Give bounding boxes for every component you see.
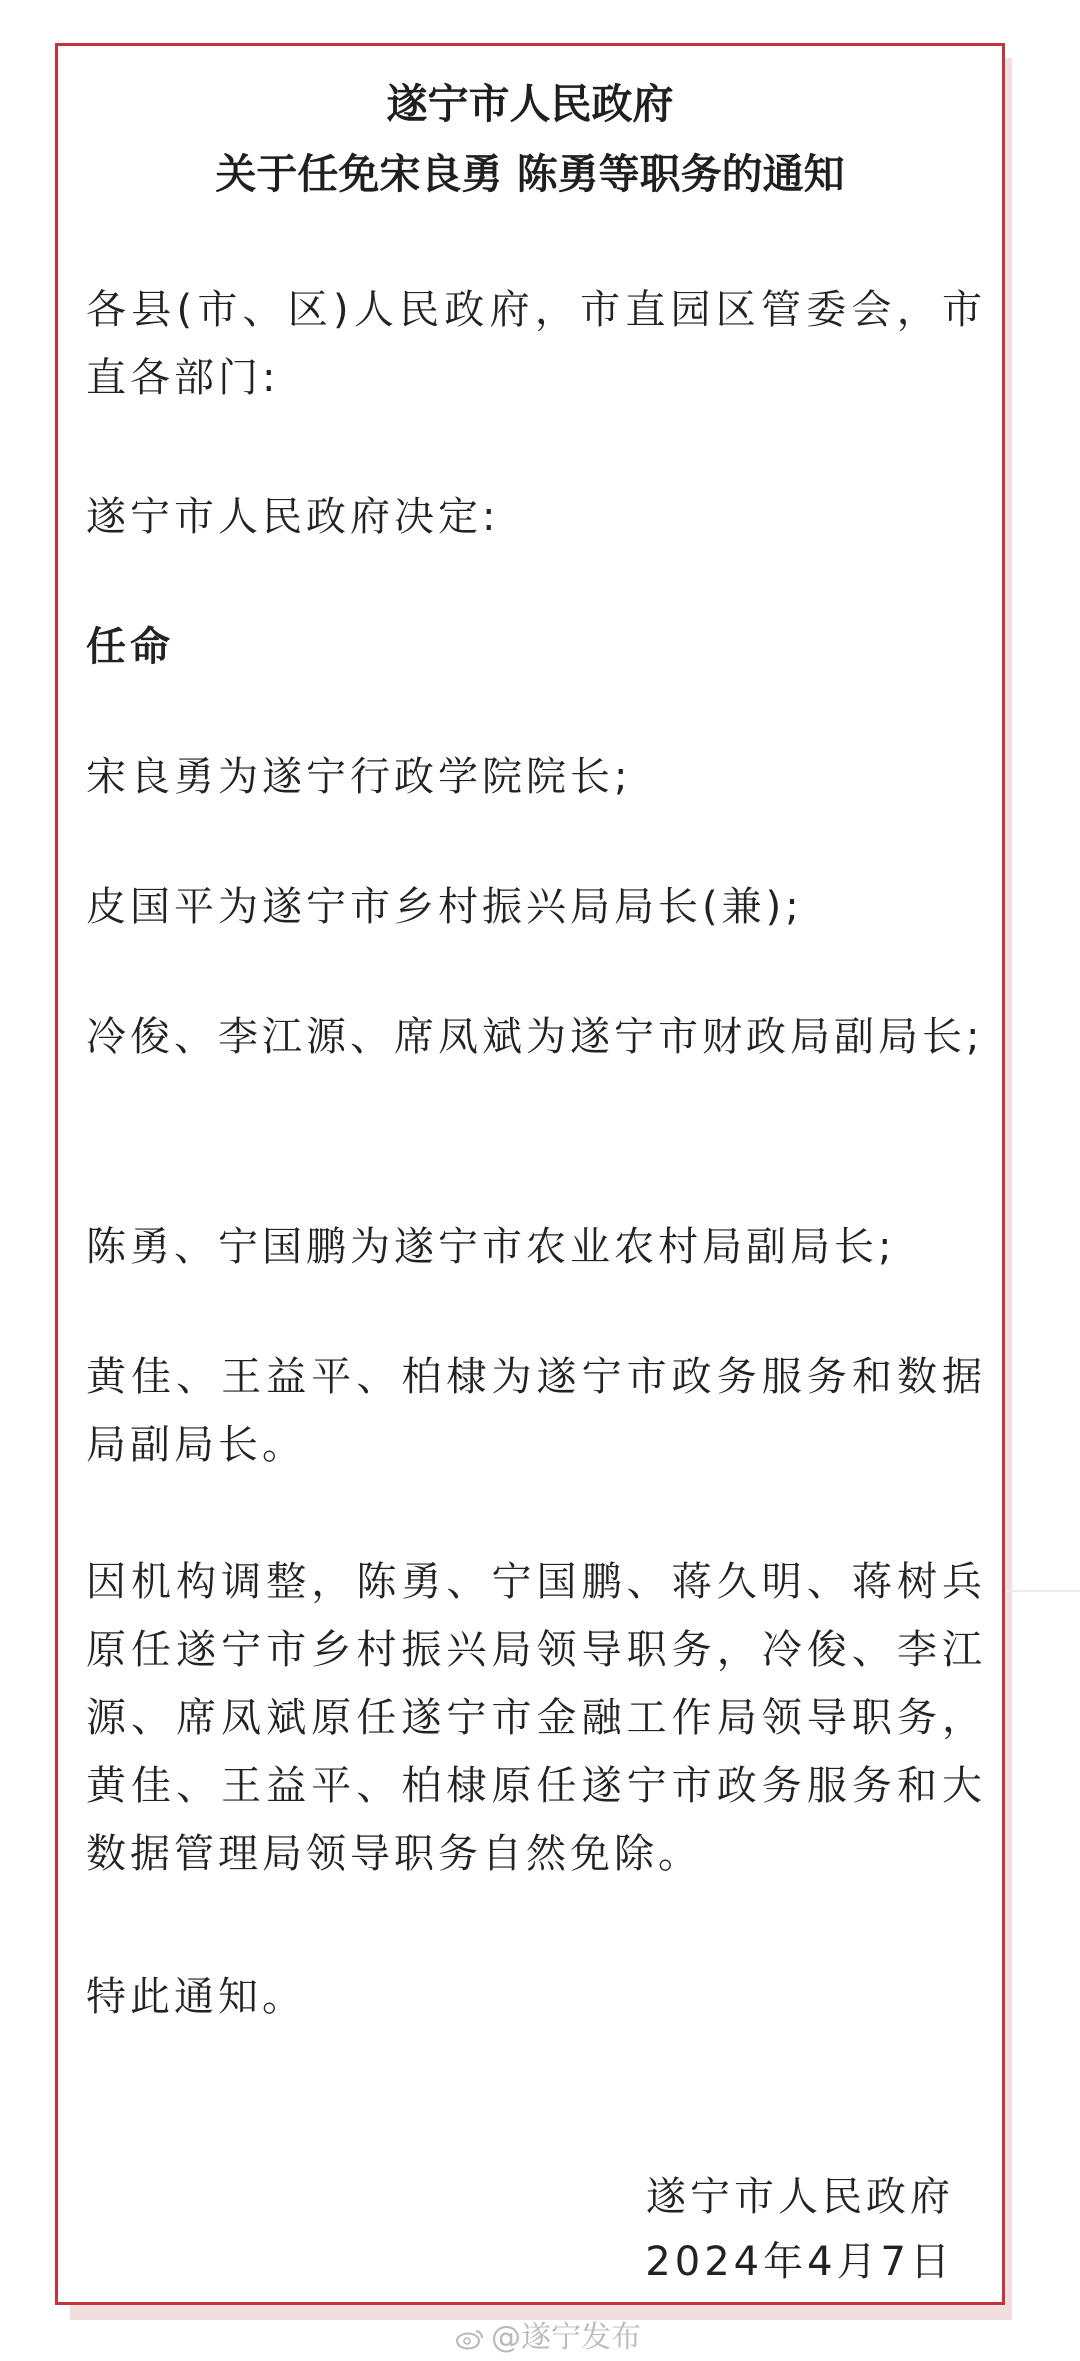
weibo-icon (455, 2328, 485, 2350)
appointment-item-4: 陈勇、宁国鹏为遂宁市农业农村局副局长; (86, 1224, 896, 1270)
appointment-item-2: 皮国平为遂宁市乡村振兴局局长(兼); (86, 884, 803, 930)
notice-frame (55, 43, 1005, 2305)
signature-org: 遂宁市人民政府 (646, 2174, 954, 2220)
signature-date: 2024年4月7日 (645, 2239, 954, 2285)
watermark (455, 2318, 641, 2358)
appointment-item-3: 冷俊、李江源、席凤斌为遂宁市财政局副局长; (86, 1014, 984, 1060)
appointment-item-1: 宋良勇为遂宁行政学院院长; (86, 754, 632, 800)
notice-title-line1: 遂宁市人民政府 (386, 80, 674, 128)
edge-line (1006, 1590, 1080, 1592)
removal-paragraph: 因机构调整，陈勇、宁国鹏、蒋久明、蒋树兵原任遂宁市乡村振兴局领导职务，冷俊、李江源、席凤斌原任遂宁市金融工作局领导职务，黄佳、王益平、柏棣原任遂宁市政务服务和大数据管理局领导职务自然免除。 (86, 1559, 986, 1877)
appointment-item-5: 黄佳、王益平、柏棣为遂宁市政务服务和数据局副局长。 (86, 1354, 986, 1468)
intro-text: 遂宁市人民政府决定: (86, 494, 500, 540)
notice-title-line2: 关于任免宋良勇 陈勇等职务的通知 (215, 150, 845, 198)
section-heading-appoint: 任命 (86, 624, 174, 670)
salutation: 各县(市、区)人民政府，市直园区管委会，市直各部门: (86, 287, 986, 401)
watermark-text: @遂宁发布 (491, 2320, 641, 2355)
closing-text: 特此通知。 (86, 1974, 306, 2020)
